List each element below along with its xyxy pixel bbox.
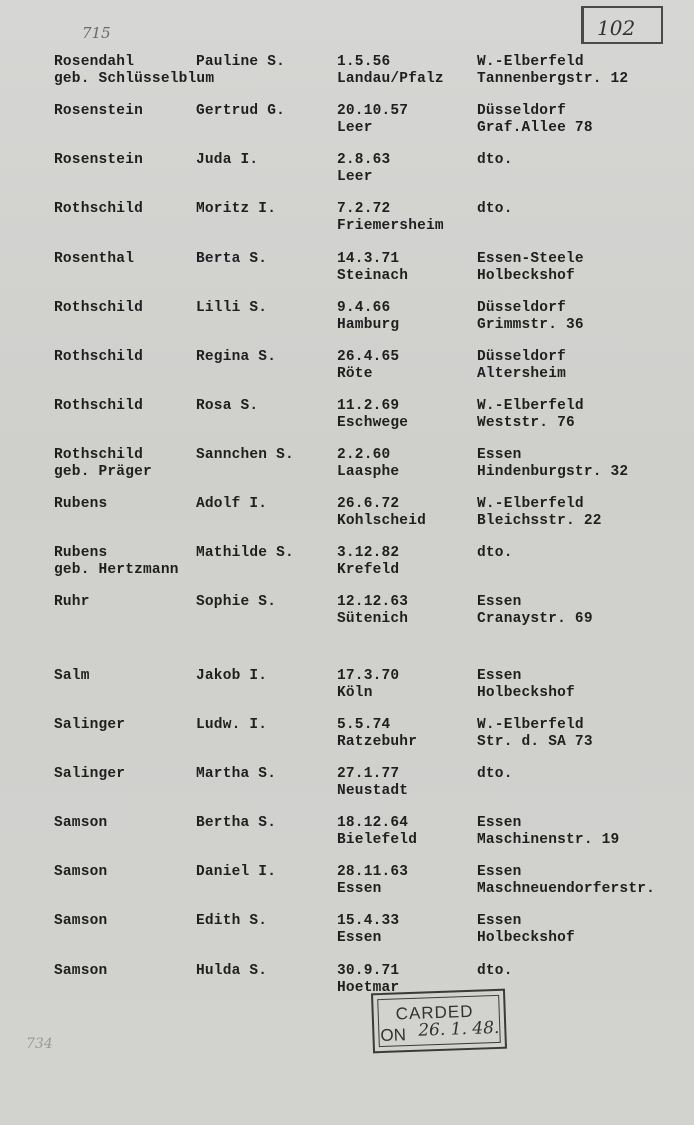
- street: Maschinenstr. 19: [477, 832, 620, 848]
- city: Essen: [477, 594, 522, 610]
- table-row: [0, 54, 694, 94]
- city: Düsseldorf: [477, 300, 567, 316]
- surname: Samson: [54, 864, 108, 880]
- birthplace: Steinach: [337, 268, 409, 284]
- birth-date: 3.12.82: [337, 545, 400, 561]
- table-row: [0, 766, 694, 806]
- street: Weststr. 76: [477, 415, 575, 431]
- table-row: [0, 398, 694, 438]
- given-name: Pauline S.: [196, 54, 286, 70]
- given-name: Juda I.: [196, 152, 259, 168]
- birthplace: Krefeld: [337, 562, 400, 578]
- given-name: Daniel I.: [196, 864, 277, 880]
- given-name: Ludw. I.: [196, 717, 268, 733]
- handwritten-reference: 715: [82, 24, 111, 42]
- stamp-label-carded: CARDED: [395, 1001, 474, 1024]
- surname: Rothschild: [54, 398, 144, 414]
- street: Maschneuendorferstr.: [477, 881, 656, 897]
- surname: Samson: [54, 815, 108, 831]
- page-number: 102: [597, 16, 636, 40]
- table-row: [0, 864, 694, 904]
- city: dto.: [477, 963, 513, 979]
- city: dto.: [477, 766, 513, 782]
- given-name: Moritz I.: [196, 201, 277, 217]
- table-row: [0, 594, 694, 634]
- given-name: Lilli S.: [196, 300, 268, 316]
- surname: Rosenstein: [54, 103, 144, 119]
- stamp-date: 26. 1. 48.: [417, 1017, 500, 1041]
- birthplace: Röte: [337, 366, 373, 382]
- birth-date: 7.2.72: [337, 201, 391, 217]
- surname: Samson: [54, 963, 108, 979]
- table-row: [0, 815, 694, 855]
- birthplace: Landau/Pfalz: [337, 71, 444, 87]
- birth-date: 9.4.66: [337, 300, 391, 316]
- surname: Samson: [54, 913, 108, 929]
- birth-date: 5.5.74: [337, 717, 391, 733]
- birthplace: Sütenich: [337, 611, 409, 627]
- street: Holbeckshof: [477, 685, 575, 701]
- stamp-label-on: ON: [380, 1025, 407, 1046]
- city: W.-Elberfeld: [477, 54, 584, 70]
- street: Bleichsstr. 22: [477, 513, 602, 529]
- table-row: [0, 251, 694, 291]
- birth-date: 17.3.70: [337, 668, 400, 684]
- city: dto.: [477, 545, 513, 561]
- table-row: [0, 300, 694, 340]
- city: dto.: [477, 152, 513, 168]
- birthplace: Bielefeld: [337, 832, 418, 848]
- birth-date: 28.11.63: [337, 864, 409, 880]
- city: Essen: [477, 815, 522, 831]
- maiden-name: geb. Präger: [54, 464, 152, 480]
- city: dto.: [477, 201, 513, 217]
- birth-date: 1.5.56: [337, 54, 391, 70]
- surname: Salinger: [54, 766, 126, 782]
- given-name: Sannchen S.: [196, 447, 294, 463]
- birthplace: Essen: [337, 930, 382, 946]
- street: Str. d. SA 73: [477, 734, 593, 750]
- table-row: [0, 963, 694, 1003]
- street: Grimmstr. 36: [477, 317, 584, 333]
- surname: Rothschild: [54, 349, 144, 365]
- maiden-name: geb. Schlüsselblum: [54, 71, 215, 87]
- birth-date: 18.12.64: [337, 815, 409, 831]
- given-name: Jakob I.: [196, 668, 268, 684]
- table-row: [0, 103, 694, 143]
- street: Altersheim: [477, 366, 567, 382]
- given-name: Edith S.: [196, 913, 268, 929]
- surname: Rothschild: [54, 447, 144, 463]
- surname: Rosenthal: [54, 251, 135, 267]
- birth-date: 26.6.72: [337, 496, 400, 512]
- city: W.-Elberfeld: [477, 717, 584, 733]
- birthplace: Köln: [337, 685, 373, 701]
- surname: Salm: [54, 668, 90, 684]
- birth-date: 27.1.77: [337, 766, 400, 782]
- given-name: Adolf I.: [196, 496, 268, 512]
- table-row: [0, 349, 694, 389]
- given-name: Hulda S.: [196, 963, 268, 979]
- birthplace: Leer: [337, 120, 373, 136]
- city: Essen: [477, 864, 522, 880]
- street: Hindenburgstr. 32: [477, 464, 629, 480]
- street: Tannenbergstr. 12: [477, 71, 629, 87]
- table-row: [0, 447, 694, 487]
- given-name: Regina S.: [196, 349, 277, 365]
- given-name: Sophie S.: [196, 594, 277, 610]
- surname: Salinger: [54, 717, 126, 733]
- birthplace: Neustadt: [337, 783, 409, 799]
- city: Essen: [477, 913, 522, 929]
- table-row: [0, 201, 694, 241]
- street: Holbeckshof: [477, 930, 575, 946]
- city: Essen: [477, 447, 522, 463]
- birth-date: 14.3.71: [337, 251, 400, 267]
- birthplace: Hamburg: [337, 317, 400, 333]
- city: W.-Elberfeld: [477, 496, 584, 512]
- birth-date: 2.8.63: [337, 152, 391, 168]
- table-row: [0, 545, 694, 585]
- given-name: Gertrud G.: [196, 103, 286, 119]
- birth-date: 11.2.69: [337, 398, 400, 414]
- table-row: [0, 496, 694, 536]
- street: Holbeckshof: [477, 268, 575, 284]
- given-name: Bertha S.: [196, 815, 277, 831]
- birthplace: Ratzebuhr: [337, 734, 418, 750]
- birth-date: 20.10.57: [337, 103, 409, 119]
- surname: Rubens: [54, 545, 108, 561]
- surname: Rubens: [54, 496, 108, 512]
- street: Cranaystr. 69: [477, 611, 593, 627]
- given-name: Rosa S.: [196, 398, 259, 414]
- birthplace: Leer: [337, 169, 373, 185]
- handwritten-footer-reference: 734: [26, 1036, 53, 1052]
- birth-date: 2.2.60: [337, 447, 391, 463]
- city: Düsseldorf: [477, 103, 567, 119]
- surname: Rothschild: [54, 201, 144, 217]
- carded-stamp: [371, 989, 507, 1054]
- surname: Rosendahl: [54, 54, 135, 70]
- table-row: [0, 717, 694, 757]
- birthplace: Hoetmar: [337, 980, 400, 996]
- birth-date: 12.12.63: [337, 594, 409, 610]
- birthplace: Essen: [337, 881, 382, 897]
- given-name: Martha S.: [196, 766, 277, 782]
- birth-date: 26.4.65: [337, 349, 400, 365]
- birthplace: Eschwege: [337, 415, 409, 431]
- surname: Rothschild: [54, 300, 144, 316]
- given-name: Berta S.: [196, 251, 268, 267]
- given-name: Mathilde S.: [196, 545, 294, 561]
- table-row: [0, 913, 694, 953]
- birth-date: 30.9.71: [337, 963, 400, 979]
- birthplace: Laasphe: [337, 464, 400, 480]
- surname: Ruhr: [54, 594, 90, 610]
- city: W.-Elberfeld: [477, 398, 584, 414]
- birthplace: Friemersheim: [337, 218, 444, 234]
- maiden-name: geb. Hertzmann: [54, 562, 179, 578]
- city: Düsseldorf: [477, 349, 567, 365]
- surname: Rosenstein: [54, 152, 144, 168]
- city: Essen-Steele: [477, 251, 584, 267]
- birthplace: Kohlscheid: [337, 513, 427, 529]
- birth-date: 15.4.33: [337, 913, 400, 929]
- table-row: [0, 152, 694, 192]
- street: Graf.Allee 78: [477, 120, 593, 136]
- table-row: [0, 668, 694, 708]
- city: Essen: [477, 668, 522, 684]
